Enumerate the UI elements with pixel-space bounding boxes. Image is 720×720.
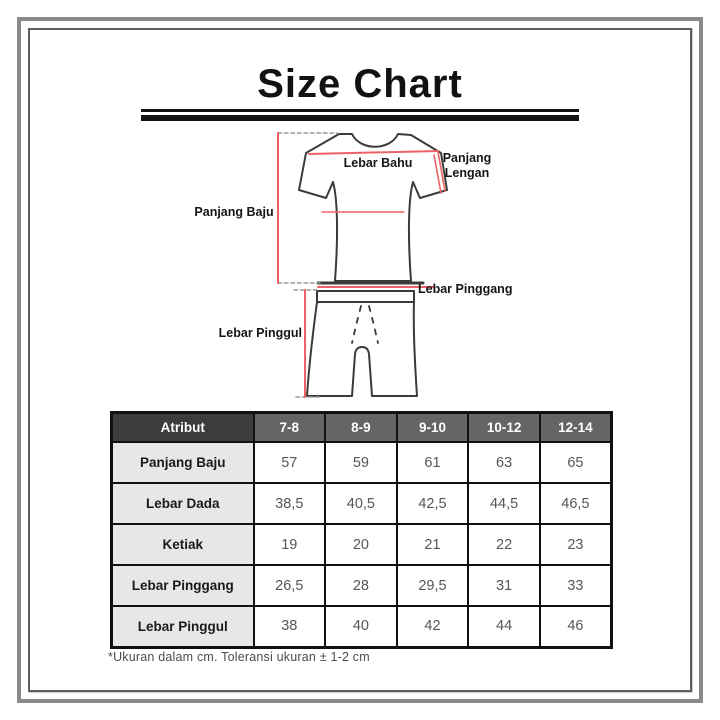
cell-value: 19 bbox=[254, 524, 326, 565]
cell-value: 65 bbox=[540, 442, 612, 483]
cell-value: 46 bbox=[540, 606, 612, 647]
header-cell-size-8-9: 8-9 bbox=[325, 413, 397, 443]
cell-value: 59 bbox=[325, 442, 397, 483]
header-cell-atribut: Atribut bbox=[112, 413, 254, 443]
label-lebar-pinggul: Lebar Pinggul bbox=[218, 326, 302, 340]
table-row bbox=[112, 524, 612, 565]
cell-value: 21 bbox=[397, 524, 469, 565]
cell-value: 20 bbox=[325, 524, 397, 565]
row-label: Panjang Baju bbox=[112, 442, 254, 483]
cell-value: 40 bbox=[325, 606, 397, 647]
row-label: Lebar Pinggang bbox=[112, 565, 254, 606]
label-lebar-pinggang: Lebar Pinggang bbox=[418, 282, 513, 296]
cell-value: 26,5 bbox=[254, 565, 326, 606]
cell-value: 22 bbox=[468, 524, 540, 565]
label-panjang-lengan-line1: Panjang bbox=[442, 151, 492, 165]
cell-value: 42 bbox=[397, 606, 469, 647]
cell-value: 46,5 bbox=[540, 483, 612, 524]
cell-value: 31 bbox=[468, 565, 540, 606]
cell-value: 38 bbox=[254, 606, 326, 647]
table-row bbox=[112, 483, 612, 524]
label-panjang-baju: Panjang Baju bbox=[194, 205, 274, 219]
table-row bbox=[112, 606, 612, 647]
cell-value: 61 bbox=[397, 442, 469, 483]
size-note: *Ukuran dalam cm. Toleransi ukuran ± 1-2 cm bbox=[108, 650, 370, 664]
cell-value: 40,5 bbox=[325, 483, 397, 524]
cell-value: 23 bbox=[540, 524, 612, 565]
cell-value: 44 bbox=[468, 606, 540, 647]
size-table-header-row bbox=[112, 413, 612, 443]
shorts-waistband bbox=[317, 291, 414, 302]
cell-value: 44,5 bbox=[468, 483, 540, 524]
label-panjang-lengan-line2: Lengan bbox=[444, 165, 490, 180]
row-label: Ketiak bbox=[112, 524, 254, 565]
label-panjang-lengan bbox=[434, 151, 500, 180]
page-title: Size Chart bbox=[257, 62, 463, 106]
row-label: Lebar Dada bbox=[112, 483, 254, 524]
size-table bbox=[110, 411, 613, 649]
shorts-outline bbox=[307, 302, 417, 396]
cell-value: 29,5 bbox=[397, 565, 469, 606]
cell-value: 38,5 bbox=[254, 483, 326, 524]
table-row bbox=[112, 565, 612, 606]
header-cell-size-7-8: 7-8 bbox=[254, 413, 326, 443]
cell-value: 42,5 bbox=[397, 483, 469, 524]
table-row bbox=[112, 442, 612, 483]
header-cell-size-10-12: 10-12 bbox=[468, 413, 540, 443]
header-cell-size-12-14: 12-14 bbox=[540, 413, 612, 443]
row-label: Lebar Pinggul bbox=[112, 606, 254, 647]
cell-value: 33 bbox=[540, 565, 612, 606]
label-lebar-bahu: Lebar Bahu bbox=[343, 156, 413, 170]
header-cell-size-9-10: 9-10 bbox=[397, 413, 469, 443]
cell-value: 57 bbox=[254, 442, 326, 483]
cell-value: 28 bbox=[325, 565, 397, 606]
cell-value: 63 bbox=[468, 442, 540, 483]
